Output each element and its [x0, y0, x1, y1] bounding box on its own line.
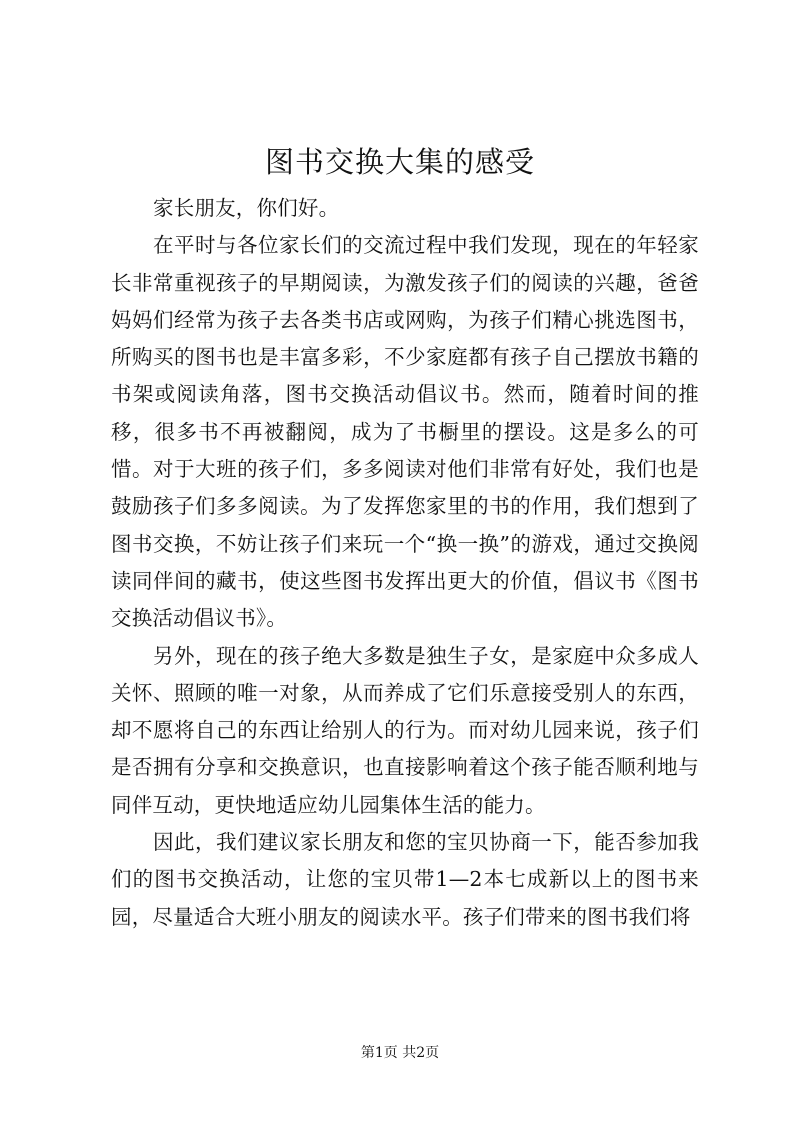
paragraph-greeting: 家长朋友，你们好。 — [153, 196, 340, 220]
document-title: 图书交换大集的感受 — [264, 145, 535, 179]
document-body — [111, 190, 699, 936]
paragraph-sharing: 另外，现在的孩子绝大多数是独生子女，是家庭中众多成人关怀、照顾的唯一对象，从而养成了它们乐意接受别人的东西，却不愿将自己的东西让给别人的行为。而对幼儿园来说，孩子们是否拥有分享和交换意识，也直接影响着这个孩子能否顺利地与同伴互动，更快地适应幼儿园集体生活的能力。 — [111, 643, 699, 817]
paragraph-background: 在平时与各位家长们的交流过程中我们发现，现在的年轻家长非常重视孩子的早期阅读，为激发孩子们的阅读的兴趣，爸爸妈妈们经常为孩子去各类书店或网购，为孩子们精心挑选图书，所购买的图书也是丰富多彩，不少家庭都有孩子自己摆放书籍的书架或阅读角落，图书交换活动倡议书。然而，随着时间的推移，很多书不再被翻阅，成为了书橱里的摆设。这是多么的可惜。对于大班的孩子们，多多阅读对他们非常有好处，我们也是鼓励孩子们多多阅读。为了发挥您家里的书的作用，我们想到了图书交换，不妨让孩子们来玩一个“换一换”的游戏，通过交换阅读同伴间的藏书，使这些图书发挥出更大的价值，倡议书《图书交换活动倡议书》。 — [111, 233, 699, 631]
paragraph-proposal: 因此，我们建议家长朋友和您的宝贝协商一下，能否参加我们的图书交换活动，让您的宝贝带1—2本七成新以上的图书来园，尽量适合大班小朋友的阅读水平。孩子们带来的图书我们将 — [111, 830, 699, 929]
page-footer: 第1页 共2页 — [360, 1045, 440, 1061]
